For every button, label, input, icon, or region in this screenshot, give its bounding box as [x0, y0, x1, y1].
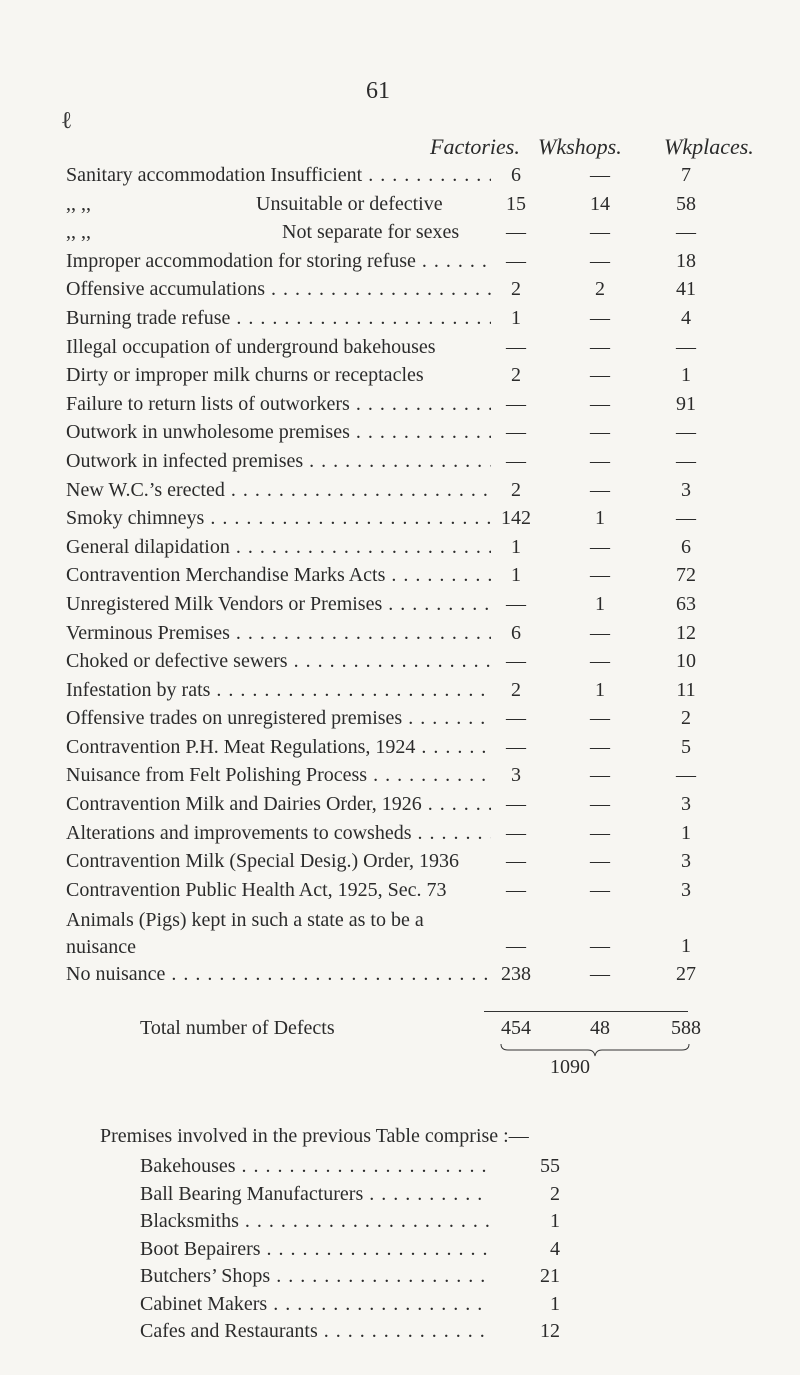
total-label: Total number of Defects — [140, 1017, 335, 1039]
defect-row — [0, 479, 800, 508]
workshops-value: — — [590, 621, 610, 644]
defect-label: Choked or defective sewers . . . — [66, 650, 491, 673]
defect-row — [0, 736, 800, 765]
defect-label: Animals (Pigs) kept in such a state as to be a nuisance — [66, 909, 424, 959]
factories-value: 3 — [511, 764, 521, 787]
workplaces-total: 588 — [671, 1017, 701, 1039]
premises-label: Boot Bepairers . . . — [140, 1238, 490, 1261]
workshops-value: — — [590, 449, 610, 472]
workplaces-value: 72 — [676, 564, 696, 587]
workshops-value: — — [590, 249, 610, 272]
defect-label: Illegal occupation of underground bakehouses — [66, 335, 436, 358]
defect-row — [0, 564, 800, 593]
premises-label: Bakehouses . . . — [140, 1155, 490, 1178]
factories-value: — — [506, 735, 526, 758]
defect-label: Alterations and improvements to cowsheds . . . — [66, 822, 491, 845]
factories-value: 1 — [511, 564, 521, 587]
workshops-value: — — [590, 878, 610, 901]
factories-value: — — [506, 878, 526, 901]
defect-row — [0, 250, 800, 279]
defect-label: General dilapidation . . . — [66, 536, 491, 559]
premises-label: Cafes and Restaurants . . . — [140, 1320, 490, 1343]
workplaces-value: 4 — [681, 306, 691, 329]
factories-value: — — [506, 793, 526, 816]
premises-count: 12 — [540, 1320, 560, 1342]
workplaces-value: 3 — [681, 793, 691, 816]
defect-row — [0, 536, 800, 565]
factories-value: 2 — [511, 478, 521, 501]
workplaces-value: 12 — [676, 621, 696, 644]
defect-row — [0, 822, 800, 851]
defect-row — [0, 307, 800, 336]
factories-value: 238 — [501, 963, 531, 986]
defect-label: No nuisance . . . — [66, 963, 491, 986]
premises-label: Blacksmiths . . . — [140, 1210, 490, 1233]
premises-row — [0, 1155, 800, 1183]
workplaces-value: 27 — [676, 963, 696, 986]
defect-label: Offensive accumulations . . . — [66, 278, 491, 301]
workshops-value: — — [590, 164, 610, 186]
defect-row — [0, 393, 800, 422]
workshops-value: — — [590, 735, 610, 758]
factories-value: — — [506, 249, 526, 272]
factories-value: 2 — [511, 364, 521, 387]
workshops-value: — — [590, 478, 610, 501]
workshops-value: — — [590, 221, 610, 244]
defect-row — [0, 650, 800, 679]
page-number: 61 — [366, 78, 390, 104]
column-header-workplaces: Wkplaces. — [664, 134, 754, 159]
premises-label: Butchers’ Shops . . . — [140, 1265, 490, 1288]
factories-value: — — [506, 335, 526, 358]
column-headers — [0, 134, 800, 164]
workshops-value: — — [590, 535, 610, 558]
workplaces-value: — — [676, 421, 696, 444]
premises-row — [0, 1238, 800, 1266]
defect-label: Dirty or improper milk churns or receptacles — [66, 364, 424, 387]
workshops-value: 1 — [595, 507, 605, 530]
factories-value: — — [506, 449, 526, 472]
defect-row — [0, 963, 800, 992]
total-rule — [484, 1011, 688, 1012]
workplaces-value: 3 — [681, 478, 691, 501]
defect-label: Sanitary accommodation Insufficient . . . — [66, 164, 491, 187]
premises-list — [0, 1155, 800, 1348]
premises-title: Premises involved in the previous Table comprise :— — [100, 1125, 529, 1147]
grand-total: 1090 — [550, 1056, 590, 1078]
premises-count: 21 — [540, 1265, 560, 1287]
premises-label: Cabinet Makers . . . — [140, 1293, 490, 1316]
workshops-value: — — [590, 392, 610, 415]
defect-label: Infestation by rats . . . — [66, 679, 491, 702]
total-brace — [500, 1043, 690, 1057]
workshops-value: — — [590, 564, 610, 587]
workshops-value: 1 — [595, 592, 605, 615]
defect-row — [0, 507, 800, 536]
workshops-value: — — [590, 764, 610, 787]
workshops-value: — — [590, 335, 610, 358]
workplaces-value: 1 — [681, 364, 691, 387]
defect-label: Failure to return lists of outworkers . . . — [66, 393, 491, 416]
factories-value: — — [506, 592, 526, 615]
factories-value: 2 — [511, 278, 521, 301]
workplaces-value: 18 — [676, 249, 696, 272]
defect-row — [0, 679, 800, 708]
workplaces-value: 41 — [676, 278, 696, 301]
defect-row — [0, 421, 800, 450]
defect-row — [0, 622, 800, 651]
defect-row — [0, 278, 800, 307]
total-row — [0, 1017, 800, 1045]
defect-row — [0, 364, 800, 393]
defect-label: Offensive trades on unregistered premises . . . — [66, 707, 491, 730]
factories-value: — — [506, 935, 526, 958]
premises-row — [0, 1320, 800, 1348]
defect-row — [0, 764, 800, 793]
workshops-value: — — [590, 850, 610, 873]
premises-count: 4 — [550, 1237, 560, 1260]
factories-value: 1 — [511, 535, 521, 558]
workplaces-value: — — [676, 507, 696, 530]
workplaces-value: — — [676, 764, 696, 787]
factories-value: 6 — [511, 164, 521, 186]
factories-value: — — [506, 707, 526, 730]
defects-table — [0, 164, 800, 992]
defect-label: Contravention Milk and Dairies Order, 1926 . . . — [66, 793, 491, 816]
workplaces-value: 3 — [681, 878, 691, 901]
defect-row — [0, 850, 800, 879]
premises-count: 1 — [550, 1292, 560, 1315]
defect-row — [0, 164, 800, 193]
ditto-marks: ,, ,, — [66, 192, 91, 215]
premises-row — [0, 1210, 800, 1238]
factories-total: 454 — [501, 1017, 531, 1039]
defect-row — [0, 450, 800, 479]
defect-label: Contravention Milk (Special Desig.) Order, 1936 — [66, 850, 460, 873]
defect-label: Smoky chimneys . . . — [66, 507, 491, 530]
workplaces-value: 91 — [676, 392, 696, 415]
defect-label-wrap — [66, 221, 491, 244]
defect-label: Contravention Merchandise Marks Acts . . . — [66, 564, 491, 587]
factories-value: 142 — [501, 507, 531, 530]
workshops-value: 14 — [590, 192, 610, 215]
defect-label-wrap — [66, 193, 491, 216]
workplaces-value: 63 — [676, 592, 696, 615]
workplaces-value: 10 — [676, 650, 696, 673]
workshops-value: — — [590, 793, 610, 816]
workshops-value: — — [590, 707, 610, 730]
premises-count: 1 — [550, 1210, 560, 1232]
column-header-factories: Factories. — [430, 134, 520, 159]
workplaces-value: 58 — [676, 192, 696, 215]
workshops-value: — — [590, 650, 610, 673]
workplaces-value: 5 — [681, 735, 691, 758]
defect-row — [0, 221, 800, 250]
defect-label: Not separate for sexes — [282, 221, 460, 244]
premises-row — [0, 1265, 800, 1293]
factories-value: 2 — [511, 678, 521, 701]
workplaces-value: 3 — [681, 850, 691, 873]
factories-value: — — [506, 821, 526, 844]
ditto-marks: ,, ,, — [66, 221, 91, 244]
defect-row — [0, 707, 800, 736]
defect-row — [0, 593, 800, 622]
workplaces-value: 7 — [681, 164, 691, 186]
workshops-value: — — [590, 306, 610, 329]
factories-value: — — [506, 650, 526, 673]
defect-label: Unregistered Milk Vendors or Premises . . . — [66, 593, 491, 616]
workshops-value: — — [590, 935, 610, 958]
workplaces-value: 6 — [681, 535, 691, 558]
defect-label: Verminous Premises . . . — [66, 622, 491, 645]
defect-row — [0, 907, 800, 963]
defect-label: New W.C.’s erected . . . — [66, 479, 491, 502]
defect-row — [0, 193, 800, 222]
premises-row — [0, 1183, 800, 1211]
defect-label: Nuisance from Felt Polishing Process . . . — [66, 764, 491, 787]
factories-value: 1 — [511, 306, 521, 329]
defect-label: Burning trade refuse . . . — [66, 307, 491, 330]
factories-value: — — [506, 421, 526, 444]
workplaces-value: 1 — [681, 821, 691, 844]
factories-value: 6 — [511, 621, 521, 644]
workshops-value: — — [590, 963, 610, 986]
factories-value: — — [506, 221, 526, 244]
defect-label: Contravention Public Health Act, 1925, Sec. 73 — [66, 878, 447, 901]
defect-label: Unsuitable or defective — [256, 192, 443, 215]
factories-value: — — [506, 392, 526, 415]
premises-count: 55 — [540, 1155, 560, 1177]
margin-mark: ℓ — [62, 108, 71, 134]
defect-label: Improper accommodation for storing refuse . . . — [66, 250, 491, 273]
defect-row — [0, 336, 800, 365]
workplaces-value: 2 — [681, 707, 691, 730]
workplaces-value: — — [676, 335, 696, 358]
factories-value: 15 — [506, 192, 526, 215]
defect-row — [0, 793, 800, 822]
defect-row — [0, 879, 800, 908]
workshops-value: — — [590, 421, 610, 444]
premises-count: 2 — [550, 1182, 560, 1205]
workshops-value: 1 — [595, 678, 605, 701]
workplaces-value: 11 — [676, 678, 696, 701]
workshops-value: — — [590, 821, 610, 844]
workplaces-value: — — [676, 221, 696, 244]
defect-label: Contravention P.H. Meat Regulations, 1924 . . . — [66, 736, 491, 759]
defect-label: Outwork in unwholesome premises . . . — [66, 421, 491, 444]
premises-label: Ball Bearing Manufacturers . . . — [140, 1183, 490, 1206]
workplaces-value: 1 — [681, 935, 691, 958]
workshops-value: — — [590, 364, 610, 387]
workshops-total: 48 — [590, 1017, 610, 1039]
factories-value: — — [506, 850, 526, 873]
workshops-value: 2 — [595, 278, 605, 301]
workplaces-value: — — [676, 449, 696, 472]
column-header-workshops: Wkshops. — [538, 134, 622, 159]
defect-label: Outwork in infected premises . . . — [66, 450, 491, 473]
premises-row — [0, 1293, 800, 1321]
